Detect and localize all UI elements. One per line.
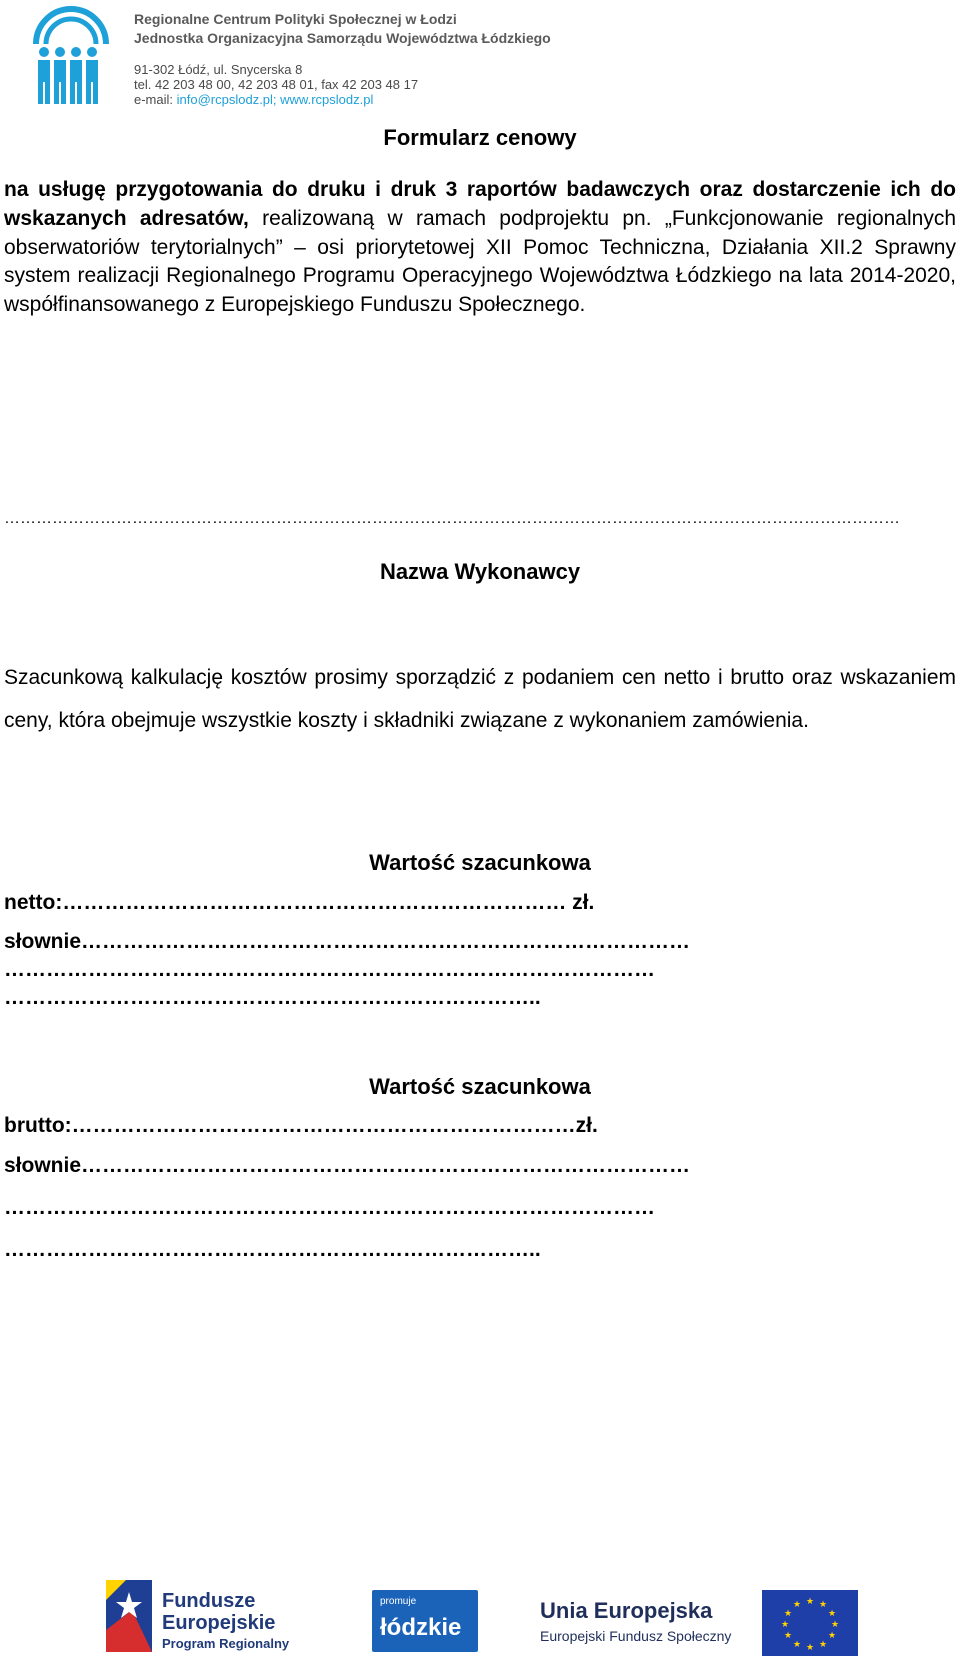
intro-paragraph xyxy=(4,176,956,320)
netto-heading: Wartość szacunkowa xyxy=(369,850,591,875)
lodz-big-text: łódzkie xyxy=(380,1614,462,1641)
fe-subtitle: Program Regionalny xyxy=(162,1636,290,1651)
brutto-field[interactable]: brutto:………………………………………………………………zł. xyxy=(4,1114,598,1137)
intro-text: realizowaną w ramach podprojektu pn. „Funkcjonowanie regionalnych obserwatoriów terytorialnych” – osi priorytetowej XII Pomoc Techniczna, Działania XII.2 Sprawny system realizacji Regionalnego Programu Operacyjnego Województwa Łódzkiego na lata 2014-2020, współfinansowanego z Europejskiego Funduszu Społecznego. xyxy=(4,206,957,317)
svg-text:★: ★ xyxy=(792,1640,802,1650)
contractor-name-field[interactable]: …………………………………………………………………………………………………………………………………………………… xyxy=(4,510,900,527)
email-links[interactable]: info@rcpslodz.pl; www.rcpslodz.pl xyxy=(176,92,374,107)
email-prefix: e-mail: xyxy=(134,92,177,107)
letterhead xyxy=(30,6,630,110)
eu-flag-icon xyxy=(762,1590,858,1656)
netto-words-field[interactable]: słownie…………………………………………………………………………… xyxy=(4,930,691,953)
fe-star-icon xyxy=(102,1570,156,1656)
organization-name xyxy=(134,10,551,48)
svg-text:★: ★ xyxy=(830,1620,840,1630)
phone: tel. 42 203 48 00, 42 203 48 01, fax 42 203 48 17 xyxy=(134,77,419,92)
lodz-small-text: promuje xyxy=(380,1596,417,1607)
fe-title xyxy=(162,1590,275,1634)
fe-line-1: Fundusze xyxy=(162,1590,256,1612)
netto-words-line-3[interactable]: ………………………………………………………………….. xyxy=(4,986,541,1009)
document-title: Formularz cenowy xyxy=(383,125,577,150)
brutto-heading: Wartość szacunkowa xyxy=(369,1074,591,1099)
address: 91-302 Łódź, ul. Snycerska 8 xyxy=(134,62,303,77)
intro-bold-text: na usługę przygotowania do druku i druk 3 raportów badawczych oraz dostarczenie ich do wskazanych adresatów, xyxy=(4,178,956,230)
fundusze-europejskie-logo xyxy=(102,1570,312,1658)
contractor-label: Nazwa Wykonawcy xyxy=(379,559,581,584)
footer-logos xyxy=(0,1570,960,1660)
brutto-words-field[interactable]: słownie…………………………………………………………………………… xyxy=(4,1154,691,1177)
fe-line-2: Europejskie xyxy=(162,1612,276,1634)
svg-text:★: ★ xyxy=(818,1640,828,1650)
ue-subtitle: Europejski Fundusz Społeczny xyxy=(540,1628,732,1644)
contact-info xyxy=(134,62,418,107)
instructions-paragraph: Szacunkową kalkulację kosztów prosimy sporządzić z podaniem cen netto i brutto oraz wskazaniem ceny, która obejmuje wszystkie koszty i składniki związane z wykonaniem zamówienia. xyxy=(4,666,956,732)
ue-title: Unia Europejska xyxy=(540,1598,713,1623)
promuje-lodzkie-logo xyxy=(372,1590,478,1652)
svg-text:★: ★ xyxy=(792,1600,802,1610)
svg-text:★: ★ xyxy=(827,1609,837,1619)
brutto-words-line-2[interactable]: ………………………………………………………………………………… xyxy=(4,1196,655,1219)
rcps-logo-icon xyxy=(30,6,112,106)
svg-text:★: ★ xyxy=(783,1609,793,1619)
svg-text:★: ★ xyxy=(805,1597,815,1607)
svg-text:★: ★ xyxy=(805,1643,815,1653)
svg-text:★: ★ xyxy=(783,1631,793,1641)
svg-text:★: ★ xyxy=(780,1620,790,1630)
org-line-2: Jednostka Organizacyjna Samorządu Województwa Łódzkiego xyxy=(134,30,551,46)
netto-words-line-2[interactable]: ………………………………………………………………………………… xyxy=(4,958,655,981)
brutto-words-line-3[interactable]: ………………………………………………………………….. xyxy=(4,1238,541,1261)
org-line-1: Regionalne Centrum Polityki Społecznej w Łodzi xyxy=(134,11,457,27)
email-line xyxy=(134,92,418,107)
netto-field[interactable]: netto:……………………………………………………………… zł. xyxy=(4,891,595,914)
eu-stars-icon xyxy=(762,1590,858,1656)
svg-text:★: ★ xyxy=(827,1631,837,1641)
svg-text:★: ★ xyxy=(818,1600,828,1610)
